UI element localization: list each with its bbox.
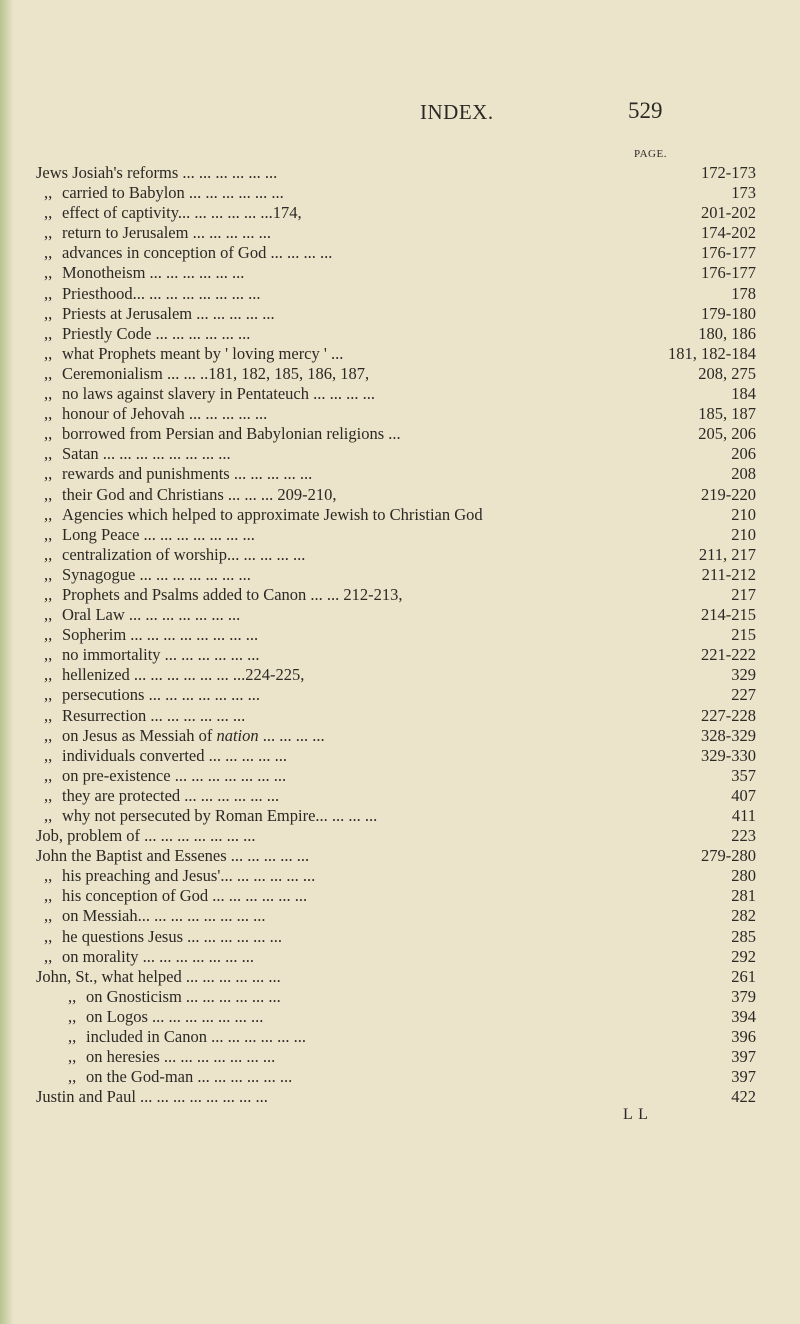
entry-page-ref: 211, 217 [698, 544, 756, 564]
index-entry [36, 565, 756, 585]
ditto-mark: ,, [44, 785, 53, 805]
index-entry [36, 665, 756, 685]
ditto-mark: ,, [44, 625, 53, 645]
signature-mark: L L [623, 1106, 649, 1123]
index-entry [36, 384, 756, 404]
entry-page-ref: 217 [731, 584, 756, 604]
entry-page-ref: 221-222 [701, 645, 756, 665]
entry-page-ref: 329-330 [701, 745, 756, 765]
entry-page-ref: 261 [731, 966, 756, 986]
entry-text: on heresies ... ... ... ... ... ... ... [86, 1047, 276, 1067]
ditto-mark: ,, [44, 584, 53, 604]
index-entry [36, 163, 756, 183]
index-entry [36, 605, 756, 625]
entry-text: they are protected ... ... ... ... ... ... [62, 785, 280, 805]
entry-text: effect of captivity... ... ... ... ... ...174, [62, 203, 302, 223]
entry-page-ref: 396 [731, 1027, 756, 1047]
entry-text: on the God-man ... ... ... ... ... ... [86, 1067, 293, 1087]
ditto-mark: ,, [44, 223, 53, 243]
entry-page-ref: 280 [731, 866, 756, 886]
index-entry [36, 826, 756, 846]
index-entry [36, 364, 756, 384]
index-entry [36, 726, 756, 746]
index-entry [36, 424, 756, 444]
index-entry [36, 464, 756, 484]
entry-page-ref: 227-228 [701, 705, 756, 725]
ditto-mark: ,, [44, 765, 53, 785]
entry-text-before: on Jesus as Messiah of [62, 725, 217, 745]
entry-page-ref: 181, 182-184 [668, 343, 756, 363]
index-entry [36, 263, 756, 283]
entry-text: included in Canon ... ... ... ... ... ... [86, 1027, 306, 1047]
ditto-mark: ,, [44, 203, 53, 223]
index-entry [36, 645, 756, 665]
ditto-mark: ,, [44, 705, 53, 725]
entry-page-ref: 176-177 [701, 263, 756, 283]
entry-text: borrowed from Persian and Babylonian religions ... [62, 424, 401, 444]
entry-text: John the Baptist and Essenes ... ... ... ... ... [36, 846, 310, 866]
ditto-mark: ,, [44, 645, 53, 665]
entry-text: Priesthood... ... ... ... ... ... ... ... [62, 283, 261, 303]
ditto-mark: ,, [44, 424, 53, 444]
entry-text: his preaching and Jesus'... ... ... ... ... ... [62, 866, 316, 886]
entry-text: his conception of God ... ... ... ... ... ... [62, 886, 308, 906]
index-entry [36, 706, 756, 726]
entry-page-ref: 394 [731, 1006, 756, 1026]
ditto-mark: ,, [44, 183, 53, 203]
ditto-mark: ,, [68, 1027, 77, 1047]
ditto-mark: ,, [44, 605, 53, 625]
ditto-mark: ,, [44, 665, 53, 685]
index-entry [36, 485, 756, 505]
entry-text: Long Peace ... ... ... ... ... ... ... [62, 524, 255, 544]
ditto-mark: ,, [68, 986, 77, 1006]
entry-page-ref: 397 [731, 1047, 756, 1067]
index-entry [36, 183, 756, 203]
ditto-mark: ,, [68, 1067, 77, 1087]
entry-page-ref: 223 [731, 826, 756, 846]
ditto-mark: ,, [44, 806, 53, 825]
entry-text: their God and Christians ... ... ... 209-210, [62, 484, 337, 504]
page-column-label: PAGE. [634, 148, 667, 160]
entry-page-ref: 422 [731, 1087, 756, 1107]
entry-text: hellenized ... ... ... ... ... ... ...224-225, [62, 665, 305, 685]
ditto-mark: ,, [44, 363, 53, 383]
entry-page-ref: 208 [731, 464, 756, 484]
entry-page-ref: 215 [731, 625, 756, 645]
index-entry [36, 1067, 756, 1087]
index-entry [36, 906, 756, 926]
entry-text: Satan ... ... ... ... ... ... ... ... [62, 444, 231, 464]
entry-text: on Logos ... ... ... ... ... ... ... [86, 1006, 264, 1026]
entry-page-ref: 357 [731, 765, 756, 785]
entry-text: Resurrection ... ... ... ... ... ... [62, 705, 246, 725]
entry-text: honour of Jehovah ... ... ... ... ... [62, 404, 268, 424]
entry-text: why not persecuted by Roman Empire... ... ... ... [62, 806, 378, 825]
ditto-mark: ,, [44, 484, 53, 504]
entry-text: Prophets and Psalms added to Canon ... ... 212-213, [62, 584, 403, 604]
ditto-mark: ,, [44, 886, 53, 906]
entry-page-ref: 185, 187 [698, 404, 756, 424]
ditto-mark: ,, [44, 303, 53, 323]
entry-text: no laws against slavery in Pentateuch ... ... ... ... [62, 384, 375, 404]
index-entry [36, 444, 756, 464]
entry-text: centralization of worship... ... ... ... ... [62, 544, 306, 564]
ditto-mark: ,, [44, 544, 53, 564]
ditto-mark: ,, [44, 444, 53, 464]
index-entry [36, 243, 756, 263]
entry-page-ref: 214-215 [701, 605, 756, 625]
entry-page-ref: 178 [731, 283, 756, 303]
index-entry [36, 304, 756, 324]
entry-text: Agencies which helped to approximate Jewish to Christian God [62, 504, 483, 524]
ditto-mark: ,, [68, 1047, 77, 1067]
entry-text: Monotheism ... ... ... ... ... ... [62, 263, 245, 283]
index-entry [36, 1047, 756, 1067]
ditto-mark: ,, [44, 504, 53, 524]
entry-page-ref: 176-177 [701, 243, 756, 263]
ditto-mark: ,, [44, 906, 53, 926]
ditto-mark: ,, [44, 243, 53, 263]
entry-text: rewards and punishments ... ... ... ... ... [62, 464, 313, 484]
entry-text: carried to Babylon ... ... ... ... ... ... [62, 183, 284, 203]
ditto-mark: ,, [44, 564, 53, 584]
entry-text: on pre-existence ... ... ... ... ... ... ... [62, 765, 287, 785]
entry-page-ref: 205, 206 [698, 424, 756, 444]
entry-page-ref: 281 [731, 886, 756, 906]
entry-text: John, St., what helped ... ... ... ... ... ... [36, 966, 281, 986]
entry-text: Job, problem of ... ... ... ... ... ... ... [36, 826, 256, 846]
index-entry [36, 404, 756, 424]
entry-page-ref: 172-173 [701, 163, 756, 182]
index-entry [36, 525, 756, 545]
ditto-mark: ,, [44, 283, 53, 303]
entry-page-ref: 179-180 [701, 303, 756, 323]
running-title: INDEX. [420, 100, 494, 124]
index-entry [36, 786, 756, 806]
entry-page-ref: 174-202 [701, 223, 756, 243]
ditto-mark: ,, [44, 464, 53, 484]
entry-page-ref: 292 [731, 946, 756, 966]
entry-text: advances in conception of God ... ... ... ... [62, 243, 333, 263]
ditto-mark: ,, [44, 323, 53, 343]
entry-page-ref: 184 [731, 384, 756, 404]
entry-text [62, 726, 325, 746]
index-entry [36, 505, 756, 525]
entry-text: Justin and Paul ... ... ... ... ... ... ... ... [36, 1087, 268, 1107]
entry-page-ref: 329 [731, 665, 756, 685]
index-entries [36, 163, 756, 1107]
entry-page-ref: 219-220 [701, 484, 756, 504]
ditto-mark: ,, [44, 404, 53, 424]
ditto-mark: ,, [44, 926, 53, 946]
entry-page-ref: 397 [731, 1067, 756, 1087]
index-entry [36, 203, 756, 223]
page-header [0, 100, 800, 130]
entry-text: return to Jerusalem ... ... ... ... ... [62, 223, 271, 243]
entry-page-ref: 279-280 [701, 846, 756, 866]
index-entry [36, 766, 756, 786]
index-entry [36, 585, 756, 605]
entry-text: what Prophets meant by ' loving mercy ' ... [62, 343, 344, 363]
index-entry [36, 545, 756, 565]
ditto-mark: ,, [44, 343, 53, 363]
entry-text: on Messiah... ... ... ... ... ... ... ... [62, 906, 266, 926]
entry-text: persecutions ... ... ... ... ... ... ... [62, 685, 260, 705]
entry-page-ref: 379 [731, 986, 756, 1006]
ditto-mark: ,, [44, 745, 53, 765]
entry-text-after: ... ... ... ... [258, 725, 325, 745]
entry-page-ref: 206 [731, 444, 756, 464]
entry-page-ref: 407 [731, 785, 756, 805]
index-entry [36, 866, 756, 886]
entry-text: Sopherim ... ... ... ... ... ... ... ... [62, 625, 259, 645]
index-entry [36, 927, 756, 947]
index-entry [36, 1027, 756, 1047]
index-entry [36, 967, 756, 987]
index-entry [36, 746, 756, 766]
entry-text: no immortality ... ... ... ... ... ... [62, 645, 260, 665]
entry-text: Oral Law ... ... ... ... ... ... ... [62, 605, 241, 625]
entry-text: on morality ... ... ... ... ... ... ... [62, 946, 255, 966]
ditto-mark: ,, [44, 263, 53, 283]
index-entry [36, 1087, 756, 1107]
index-entry [36, 344, 756, 364]
entry-text: Ceremonialism ... ... ..181, 182, 185, 186, 187, [62, 363, 370, 383]
page-number: 529 [628, 98, 663, 123]
entry-page-ref: 201-202 [701, 203, 756, 223]
ditto-mark: ,, [44, 725, 53, 745]
entry-page-ref: 173 [731, 183, 756, 203]
index-entry [36, 1007, 756, 1027]
index-entry [36, 284, 756, 304]
index-entry [36, 685, 756, 705]
entry-page-ref: 328-329 [701, 725, 756, 745]
entry-page-ref: 282 [731, 906, 756, 926]
entry-text: Priestly Code ... ... ... ... ... ... [62, 323, 251, 343]
entry-text: Priests at Jerusalem ... ... ... ... ... [62, 303, 275, 323]
ditto-mark: ,, [44, 524, 53, 544]
entry-text: on Gnosticism ... ... ... ... ... ... [86, 986, 281, 1006]
entry-page-ref: 227 [731, 685, 756, 705]
entry-page-ref: 208, 275 [698, 363, 756, 383]
entry-page-ref: 210 [731, 504, 756, 524]
index-entry [36, 223, 756, 243]
entry-text: individuals converted ... ... ... ... ... [62, 745, 288, 765]
entry-page-ref: 411 [731, 806, 756, 825]
entry-text: Synagogue ... ... ... ... ... ... ... [62, 564, 251, 584]
index-entry [36, 886, 756, 906]
entry-page-ref: 285 [731, 926, 756, 946]
ditto-mark: ,, [68, 1006, 77, 1026]
index-entry [36, 846, 756, 866]
ditto-mark: ,, [44, 866, 53, 886]
entry-text: he questions Jesus ... ... ... ... ... ... [62, 926, 282, 946]
index-entry [36, 947, 756, 967]
ditto-mark: ,, [44, 685, 53, 705]
index-entry [36, 324, 756, 344]
entry-page-ref: 210 [731, 524, 756, 544]
page-edge-shadow [0, 0, 14, 1324]
entry-page-ref: 211-212 [701, 564, 756, 584]
index-entry [36, 987, 756, 1007]
entry-page-ref: 180, 186 [698, 323, 756, 343]
ditto-mark: ,, [44, 384, 53, 404]
ditto-mark: ,, [44, 946, 53, 966]
entry-text: Jews Josiah's reforms ... ... ... ... ... ... [36, 163, 278, 182]
index-entry [36, 806, 756, 826]
entry-italic-word: nation [216, 725, 259, 745]
index-entry [36, 625, 756, 645]
